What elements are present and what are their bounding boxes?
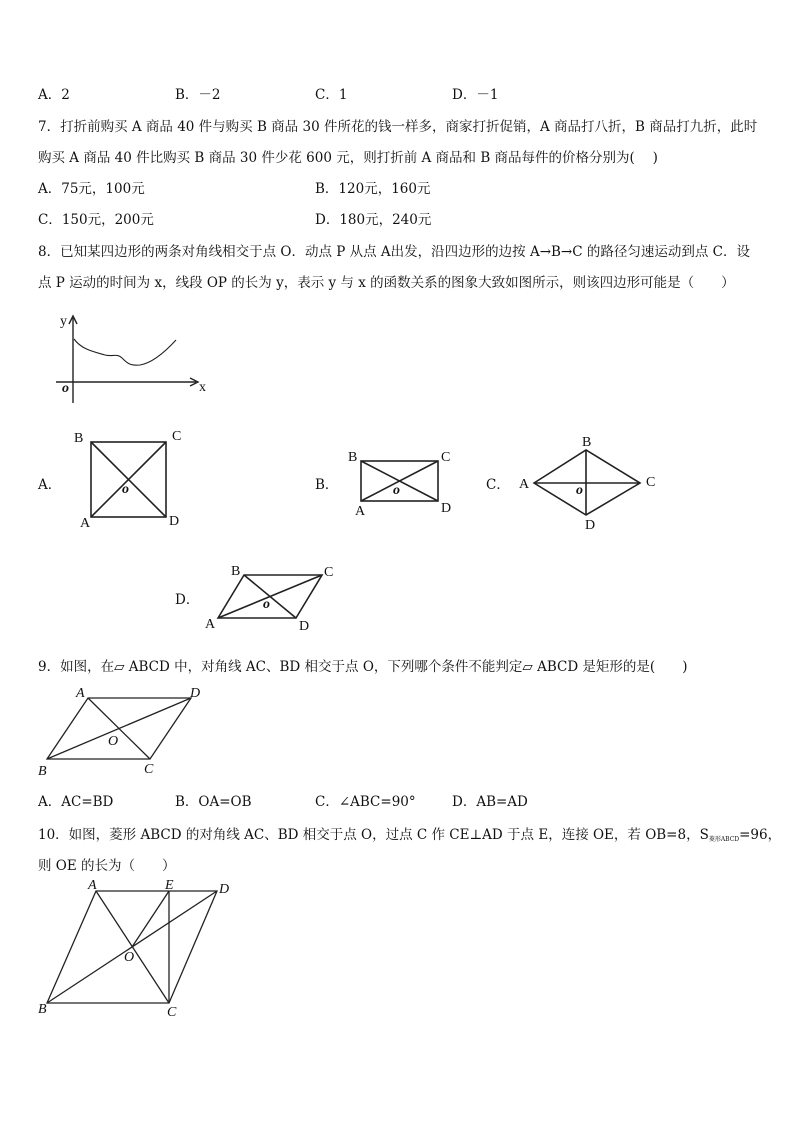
q10-stem-line1: 10．如图，菱形 ABCD 的对角线 AC、BD 相交于点 O，过点 C 作 CE⊥AD 于点 E，连接 OE，若 OB=8，S菱形ABCD=96， [38, 827, 782, 843]
svg-text:A: A [80, 516, 91, 531]
graph-origin-label: o [62, 381, 69, 396]
svg-text:O: O [108, 734, 119, 749]
q8-stem-line1: 8．已知某四边形的两条对角线相交于点 O．动点 P 从点 A出发，沿四边形的边按 A→B→C 的路径匀速运动到点 C．设 [38, 244, 750, 260]
q7-option-d: D．180元，240元 [315, 212, 432, 228]
q9-option-d: D．AB=AD [452, 794, 528, 810]
svg-text:B: B [38, 764, 47, 779]
q9-stem: 9．如图，在▱ ABCD 中，对角线 AC、BD 相交于点 O，下列哪个条件不能判定▱ ABCD 是矩形的是( ) [38, 659, 688, 675]
q7-stem-line1: 7．打折前购买 A 商品 40 件与购买 B 商品 30 件所花的钱一样多，商家打折促销，A 商品打八折，B 商品打九折，此时 [38, 119, 758, 135]
q6-option-c: C．1 [315, 87, 348, 103]
q8-option-d-letter: D． [175, 592, 200, 608]
svg-text:C: C [144, 762, 154, 777]
svg-text:A: A [355, 504, 366, 519]
svg-text:A: A [205, 617, 216, 632]
q7-stem-line2: 购买 A 商品 40 件比购买 B 商品 30 件少花 600 元，则打折前 A 商品和 B 商品每件的价格分别为( ) [38, 150, 658, 166]
svg-text:O: O [124, 950, 135, 965]
q6-option-d: D．－1 [452, 87, 499, 103]
q7-option-a: A．75元，100元 [38, 181, 145, 197]
q10-stem-line2: 则 OE 的长为（ ） [38, 858, 176, 874]
q6-option-a: A．2 [38, 87, 70, 103]
svg-text:C: C [167, 1005, 177, 1020]
q9-option-a: A．AC=BD [38, 794, 114, 810]
q8-stem-line2: 点 P 运动的时间为 x，线段 OP 的长为 y，表示 y 与 x 的函数关系的图象大致如图所示，则该四边形可能是（ ） [38, 275, 735, 291]
q6-option-b: B．－2 [175, 87, 221, 103]
svg-text:C: C [441, 450, 451, 465]
svg-text:B: B [348, 450, 358, 465]
svg-text:A: A [519, 477, 530, 492]
q9-option-b: B．OA=OB [175, 794, 252, 810]
svg-text:C: C [324, 565, 334, 580]
svg-text:D: D [190, 686, 201, 701]
svg-text:D: D [169, 514, 180, 529]
svg-text:B: B [582, 435, 592, 450]
svg-text:D: D [219, 882, 230, 897]
svg-text:C: C [646, 475, 656, 490]
svg-text:D: D [585, 518, 596, 533]
q7-option-c: C．150元，200元 [38, 212, 154, 228]
svg-text:D: D [441, 501, 452, 516]
svg-text:o: o [122, 482, 129, 497]
q10-stem-subscript: 菱形ABCD [708, 836, 740, 843]
graph-y-label: y [60, 314, 67, 329]
svg-text:B: B [231, 564, 241, 579]
q9-option-c: C．∠ABC=90° [315, 794, 416, 810]
q8-option-a-letter: A． [38, 477, 62, 493]
svg-text:D: D [299, 619, 310, 634]
q7-option-b: B．120元，160元 [315, 181, 431, 197]
q8-option-c-letter: C． [486, 477, 510, 493]
svg-text:o: o [393, 483, 400, 498]
svg-text:B: B [74, 431, 84, 446]
svg-text:o: o [576, 483, 583, 498]
svg-text:B: B [38, 1002, 47, 1017]
svg-text:E: E [165, 878, 174, 893]
svg-text:C: C [172, 429, 182, 444]
graph-x-label: x [199, 380, 206, 395]
svg-text:A: A [88, 878, 97, 893]
svg-text:A: A [76, 686, 85, 701]
svg-text:o: o [263, 597, 270, 612]
q8-option-b-letter: B． [315, 477, 339, 493]
